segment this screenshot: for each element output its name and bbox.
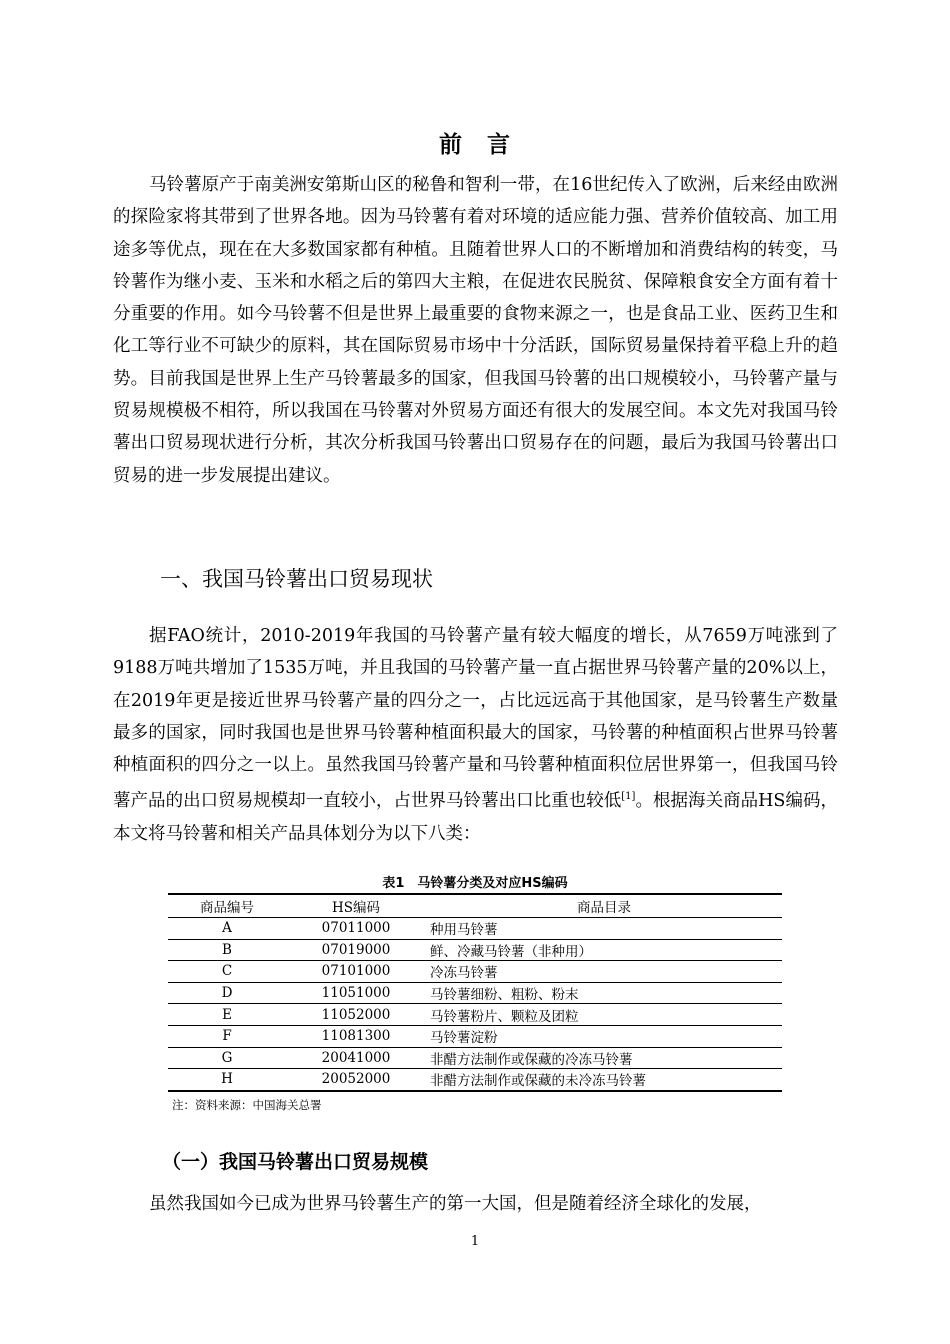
cell-hs: 11051000 — [286, 982, 426, 1004]
header-cell: 商品编号 — [168, 894, 286, 918]
cell-id: E — [168, 1004, 286, 1026]
table-row — [168, 918, 782, 940]
cell-desc: 马铃薯淀粉 — [426, 1025, 782, 1047]
cell-id: B — [168, 939, 286, 961]
cell-hs: 20052000 — [286, 1069, 426, 1091]
cell-desc: 非醋方法制作或保藏的未冷冻马铃薯 — [426, 1069, 782, 1091]
hs-code-table — [168, 893, 782, 1092]
header-cell: HS编码 — [286, 894, 426, 918]
subsection-paragraph: 虽然我国如今已成为世界马铃薯生产的第一大国，但是随着经济全球化的发展， — [149, 1194, 762, 1214]
table-caption: 表1 马铃薯分类及对应HS编码 — [382, 876, 568, 891]
cell-desc: 鲜、冷藏马铃薯（非种用） — [426, 939, 782, 961]
cell-id: D — [168, 982, 286, 1004]
table-note: 注：资料来源：中国海关总署 — [172, 1098, 322, 1112]
cell-id: H — [168, 1069, 286, 1091]
cell-id: G — [168, 1047, 286, 1069]
cell-hs: 07011000 — [286, 918, 426, 940]
cell-id: C — [168, 961, 286, 983]
cell-hs: 11052000 — [286, 1004, 426, 1026]
paragraph-text-cont: 。根据海关商品HS编码，本文将马铃薯和相关产品具体划分为以下八类： — [113, 791, 838, 844]
table-row — [168, 1047, 782, 1069]
cell-hs: 20041000 — [286, 1047, 426, 1069]
table-row — [168, 1025, 782, 1047]
preface-title: 前 言 — [439, 132, 511, 158]
cell-desc: 马铃薯细粉、粗粉、粉末 — [426, 982, 782, 1004]
header-cell: 商品目录 — [426, 894, 782, 918]
preface-paragraph: 马铃薯原产于南美洲安第斯山区的秘鲁和智利一带，在16世纪传入了欧洲，后来经由欧洲的探险家将其带到了世界各地。因为马铃薯有着对环境的适应能力强、营养价值较高、加工用途多等优点，现在在大多数国家都有种植。且随着世界人口的不断增加和消费结构的转变，马铃薯作为继小麦、玉米和水稻之后的第四大主粮，在促进农民脱贫、保障粮食安全方面有着十分重要的作用。如今马铃薯不但是世界上最重要的食物来源之一，也是食品工业、医药卫生和化工等行业不可缺少的原料，其在国际贸易市场中十分活跃，国际贸易量保持着平稳上升的趋势。目前我国是世界上生产马铃薯最多的国家，但我国马铃薯的出口规模较小，马铃薯产量与贸易规模极不相符，所以我国在马铃薯对外贸易方面还有很大的发展空间。本文先对我国马铃薯出口贸易现状进行分析，其次分析我国马铃薯出口贸易存在的问题，最后为我国马铃薯出口贸易的进一步发展提出建议。 — [113, 175, 838, 486]
cell-id: F — [168, 1025, 286, 1047]
table-row — [168, 939, 782, 961]
cell-desc: 非醋方法制作或保藏的冷冻马铃薯 — [426, 1047, 782, 1069]
section-paragraph — [113, 620, 838, 850]
cell-desc: 冷冻马铃薯 — [426, 961, 782, 983]
cell-id: A — [168, 918, 286, 940]
cell-desc: 马铃薯粉片、颗粒及团粒 — [426, 1004, 782, 1026]
table-row — [168, 961, 782, 983]
table-header-row — [168, 894, 782, 918]
cell-desc: 种用马铃薯 — [426, 918, 782, 940]
section-heading: 一、我国马铃薯出口贸易现状 — [160, 567, 433, 591]
cell-hs: 07019000 — [286, 939, 426, 961]
subsection-heading: （一）我国马铃薯出口贸易规模 — [162, 1151, 429, 1173]
cell-hs: 11081300 — [286, 1025, 426, 1047]
table-row — [168, 982, 782, 1004]
cell-hs: 07101000 — [286, 961, 426, 983]
table-row — [168, 1004, 782, 1026]
citation-ref[interactable]: [1] — [621, 791, 636, 803]
page-number: 1 — [470, 1234, 480, 1249]
paragraph-text: 据FAO统计，2010-2019年我国的马铃薯产量有较大幅度的增长，从7659万吨涨到了9188万吨共增加了1535万吨，并且我国的马铃薯产量一直占据世界马铃薯产量的20%以上，在2019年更是接近世界马铃薯产量的四分之一，占比远远高于其他国家，是马铃薯生产数量最多的国家，同时我国也是世界马铃薯种植面积最大的国家，马铃薯的种植面积占世界马铃薯种植面积的四分之一以上。虽然我国马铃薯产量和马铃薯种植面积位居世界第一，但我国马铃薯产品的出口贸易规模却一直较小，占世界马铃薯出口比重也较低 — [113, 626, 838, 812]
table-row — [168, 1069, 782, 1091]
